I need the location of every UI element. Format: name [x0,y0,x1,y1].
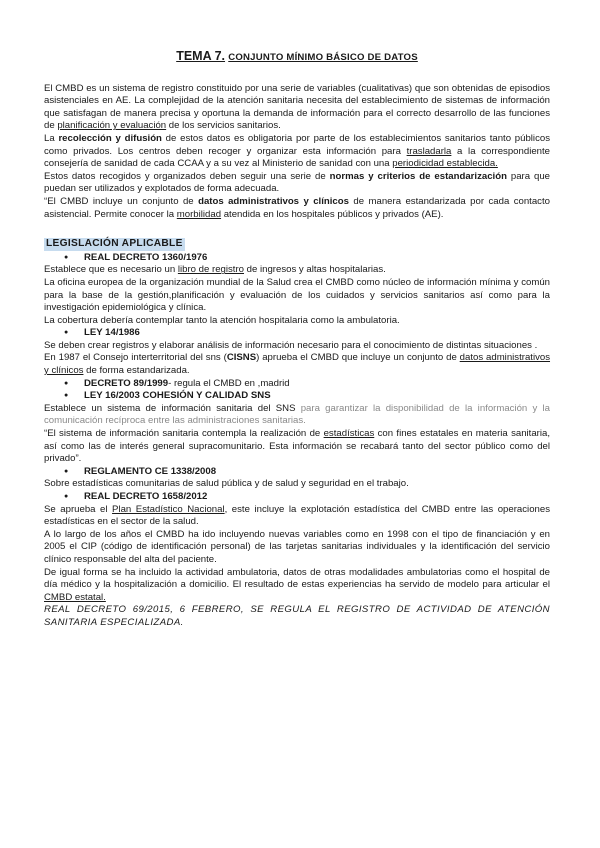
bullet-reglamento-ce-1338: ● REGLAMENTO CE 1338/2008 [44,466,550,479]
title-main: TEMA 7. [176,49,226,63]
link-trasladarla: trasladarla [406,145,452,157]
bullet-rd-1360: ● REAL DECRETO 1360/1976 [44,252,550,265]
link-estadisticas: estadísticas [323,428,375,440]
ley16-text-1: Establece un sistema de información sanitaria del SNS para garantizar la disponibilidad de la información y la comunicación recíproca entre las administraciones sanitarias. [44,402,550,427]
rd1360-text-1: Establece que es necesario un libro de registro de ingresos y altas hospitalarias. [44,264,386,276]
ley16-text-2: “El sistema de información sanitaria contempla la realización de estadísticas con fines estatales en materia sanitaria, así como las de interés general supracomunitario. Esta información se recabará tanto del sector público como del privado”. [44,428,550,465]
link-datos-administrativos: datos administrativos y clínicos [44,352,551,377]
rce1338-text-1: Sobre estadísticas comunitarias de salud pública y de salud y seguridad en el trabajo. [44,478,409,490]
link-planificacion: planificación y evaluación [57,120,167,132]
bullet-ley-14: ● LEY 14/1986 [44,327,550,340]
rd1658-text-3: De igual forma se ha incluido la actividad ambulatoria, datos de otras modalidades ambulatorias como el hospital de día médico y la hospitalización a domicilio. El resultado de estas experiencias ha servido de modelo para articular el CMBD estatal. [44,566,550,603]
bullet-decreto-89: ● DECRETO 89/1999- regula el CMBD en ,madrid [44,378,550,391]
intro-paragraph-4: “El CMBD incluye un conjunto de datos administrativos y clínicos de manera estandarizada por cada contacto asistencial. Permite conocer la morbilidad atendida en los hospitales públicos y privados (AE). [44,195,550,220]
link-plan-estadistico: Plan Estadístico Nacional [112,503,225,515]
intro-paragraph-2: La recolección y difusión de estos datos es obligatoria por parte de los establecimientos sanitarios tanto públicos como privados. Los centros deben recoger y organizar esta información para trasladarla a la correspondiente consejería de sanidad de cada CCAA y a su vez al Ministerio de sanidad con una periodicidad establecida. [44,132,550,170]
link-morbilidad: morbilidad [176,208,222,220]
page-title [44,50,550,65]
section-heading-legislacion: LEGISLACIÓN APLICABLE [46,238,183,250]
intro-paragraph-1: El CMBD es un sistema de registro constituido por una serie de variables (cualitativas) que son obtenidas de episodios asistenciales en AE. La complejidad de la atención sanitaria necesita del establecimiento de sistemas de información que satisfagan de manera precisa y oportuna la demanda de información para el correcto desarrollo de las funciones de planificación y evaluación de los servicios sanitarios. [44,82,550,132]
document-page [44,50,550,630]
ley14-text-2: En 1987 el Consejo interterritorial del sns (CISNS) aprueba el CMBD que incluye un conjunto de datos administrativos y clínicos de forma estandarizada. [44,352,551,377]
title-sub: CONJUNTO MÍNIMO BÁSICO DE DATOS [228,52,418,63]
bullet-rd-1658: ● REAL DECRETO 1658/2012 [44,491,550,504]
link-libro-registro: libro de registro [177,264,244,276]
intro-paragraph-3: Estos datos recogidos y organizados deben seguir una serie de normas y criterios de estandarización para que puedan ser utilizados y explotados de forma adecuada. [44,170,550,195]
ley14-text-1: Se deben crear registros y elaborar análisis de información necesario para el conocimiento de distintas situaciones . [44,339,538,351]
bullet-ley-16: ● LEY 16/2003 COHESIÓN Y CALIDAD SNS [44,390,550,403]
rd1658-text-1: Se aprueba el Plan Estadístico Nacional, este incluye la explotación estadística del CMBD entre las operaciones estadísticas en el sector de la salud. [44,503,550,528]
rd1658-text-2: A lo largo de los años el CMBD ha ido incluyendo nuevas variables como en 1998 con el tipo de financiación y en 2005 el CIP (código de identificación personal) de las tarjetas sanitarias individuales y la identificación del servicio clínico responsable del alta del paciente. [44,528,550,565]
rd69-text: REAL DECRETO 69/2015, 6 FEBRERO, SE REGULA EL REGISTRO DE ACTIVIDAD DE ATENCIÓN SANITARIA ESPECIALIZADA. [44,604,550,628]
rd1360-text-2: La oficina europea de la organización mundial de la Salud crea el CMBD como núcleo de información mínima y común para la base de la gestión,planificación y evaluación de los cuidados y servicios sanitarios así como para la investigación epidemiológica y clínica. [44,276,550,314]
link-periodicidad: periodicidad establecida. [392,158,498,170]
rd1360-text-3: La cobertura debería contemplar tanto la atención hospitalaria como la ambulatoria. [44,314,400,326]
link-cmbd-estatal: CMBD estatal. [44,591,106,603]
